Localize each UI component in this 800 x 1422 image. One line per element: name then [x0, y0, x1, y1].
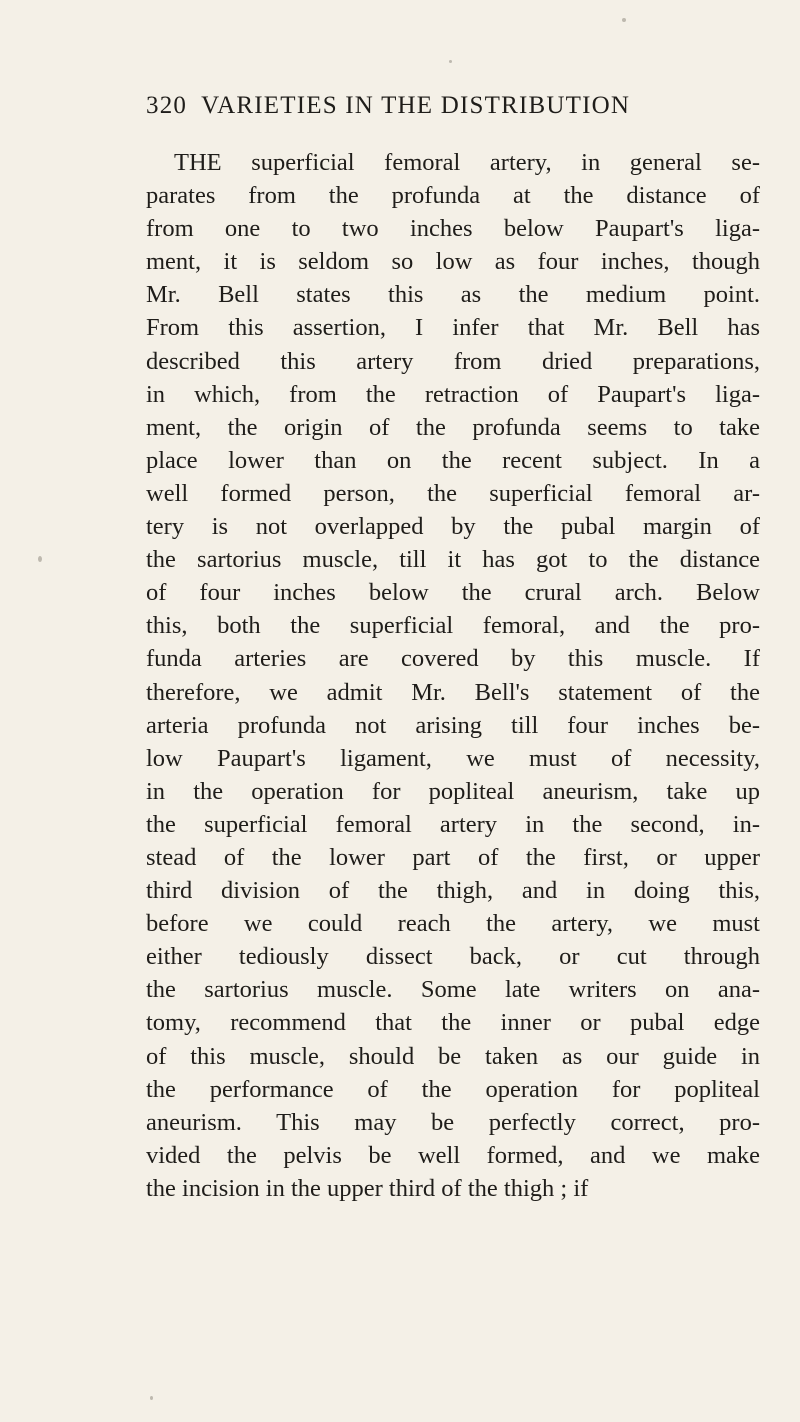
text-line: well formed person, the superficial femoral ar-: [146, 479, 760, 507]
text-line: place lower than on the recent subject. In a: [146, 446, 760, 474]
page-number: 320: [146, 92, 188, 119]
text-line: the incision in the upper third of the thigh ; if: [146, 1174, 589, 1202]
text-line: described this artery from dried preparations,: [146, 347, 760, 375]
text-line: this, both the superficial femoral, and the pro-: [146, 612, 760, 640]
paper-speck: [150, 1396, 153, 1400]
text-line: funda arteries are covered by this muscle. If: [146, 645, 760, 673]
paper-speck: [449, 60, 452, 63]
text-line: tery is not overlapped by the pubal margin of: [146, 513, 760, 541]
paper-speck: [622, 18, 626, 22]
text-line: either tediously dissect back, or cut through: [146, 943, 760, 971]
text-line: tomy, recommend that the inner or pubal edge: [146, 1009, 760, 1037]
text-line: parates from the profunda at the distance of: [146, 182, 760, 210]
paper-speck: [38, 556, 42, 562]
text-line: the sartorius muscle. Some late writers on ana-: [146, 976, 760, 1004]
text-line: low Paupart's ligament, we must of necessity,: [146, 744, 760, 772]
text-line: third division of the thigh, and in doing this,: [146, 877, 760, 905]
text-line: Mr. Bell states this as the medium point.: [146, 281, 760, 309]
text-line: of this muscle, should be taken as our guide in: [146, 1042, 760, 1070]
text-line: therefore, we admit Mr. Bell's statement of the: [146, 678, 760, 706]
running-header: [146, 92, 766, 132]
text-line: of four inches below the crural arch. Below: [146, 579, 760, 607]
text-line: the performance of the operation for popliteal: [146, 1075, 760, 1103]
text-line: vided the pelvis be well formed, and we make: [146, 1141, 760, 1169]
text-line: From this assertion, I infer that Mr. Bell has: [146, 314, 760, 342]
text-line: ment, it is seldom so low as four inches, though: [146, 248, 760, 276]
text-line: from one to two inches below Paupart's liga-: [146, 215, 760, 243]
text-line: aneurism. This may be perfectly correct, pro-: [146, 1108, 760, 1136]
text-line: stead of the lower part of the first, or upper: [146, 843, 760, 871]
text-line: THE superficial femoral artery, in general se-: [174, 149, 760, 176]
text-line: arteria profunda not arising till four inches be-: [146, 711, 760, 739]
text-line: in the operation for popliteal aneurism, take up: [146, 777, 760, 805]
text-line: the sartorius muscle, till it has got to the distance: [146, 546, 760, 574]
text-line: ment, the origin of the profunda seems to take: [146, 413, 760, 441]
text-line: before we could reach the artery, we must: [146, 910, 760, 938]
running-title: VARIETIES IN THE DISTRIBUTION: [201, 92, 631, 119]
text-line: in which, from the retraction of Paupart's liga-: [146, 380, 760, 408]
text-line: the superficial femoral artery in the second, in-: [146, 810, 760, 838]
body-text: [146, 146, 760, 1205]
